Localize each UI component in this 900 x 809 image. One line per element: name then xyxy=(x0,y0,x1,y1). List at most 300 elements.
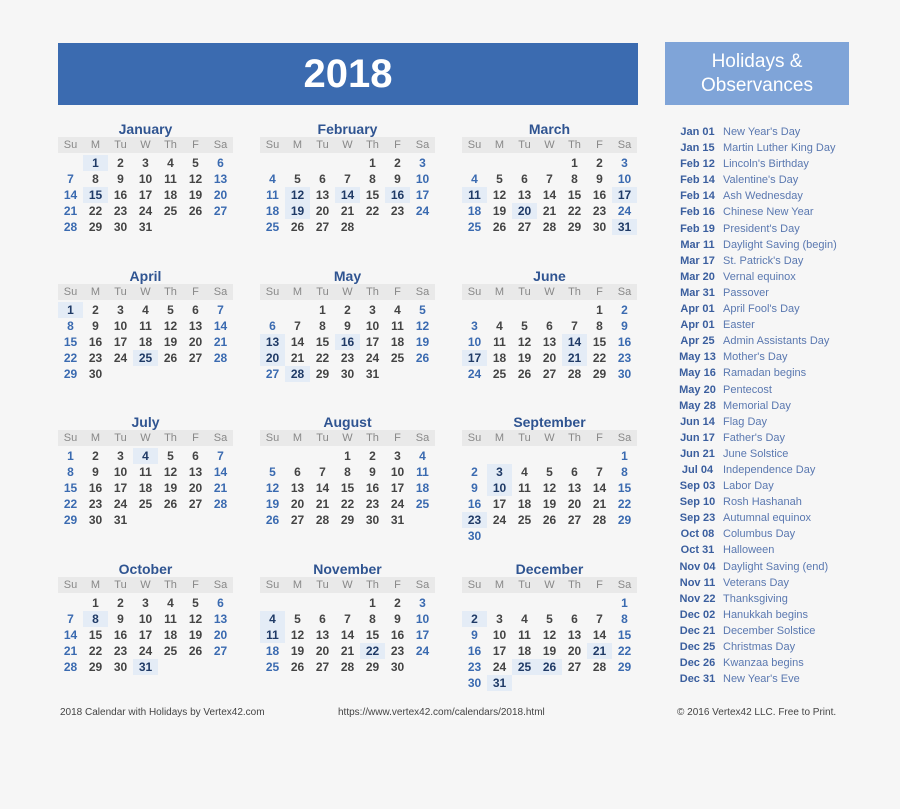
day[interactable]: 18 xyxy=(138,481,153,495)
footer-url[interactable]: https://www.vertex42.com/calendars/2018.html xyxy=(338,707,545,718)
day[interactable]: 18 xyxy=(265,644,280,658)
day[interactable]: 11 xyxy=(139,465,152,479)
day[interactable]: 20 xyxy=(188,481,203,495)
day[interactable]: 19 xyxy=(542,644,557,658)
day[interactable]: 1 xyxy=(596,303,603,317)
day[interactable]: 15 xyxy=(88,628,103,642)
day[interactable]: 8 xyxy=(596,319,603,333)
day[interactable]: 5 xyxy=(294,172,301,186)
day[interactable]: 9 xyxy=(471,481,478,495)
day[interactable]: 13 xyxy=(213,172,228,186)
day[interactable]: 30 xyxy=(88,367,103,381)
day[interactable]: 2 xyxy=(117,596,124,610)
day[interactable]: 28 xyxy=(567,367,582,381)
day[interactable]: 6 xyxy=(571,465,578,479)
day[interactable]: 30 xyxy=(88,513,103,527)
day[interactable]: 22 xyxy=(63,497,78,511)
day[interactable]: 24 xyxy=(138,204,153,218)
day[interactable]: 15 xyxy=(617,481,632,495)
day[interactable]: 18 xyxy=(163,188,178,202)
day[interactable]: 12 xyxy=(517,335,532,349)
day[interactable]: 13 xyxy=(188,319,203,333)
day[interactable]: 26 xyxy=(542,513,557,527)
day[interactable]: 11 xyxy=(493,335,506,349)
day[interactable]: 9 xyxy=(621,319,628,333)
day[interactable]: 27 xyxy=(315,660,330,674)
day[interactable]: 12 xyxy=(542,628,557,642)
holiday-day[interactable]: 4 xyxy=(260,611,285,627)
day[interactable]: 10 xyxy=(492,628,507,642)
day[interactable]: 22 xyxy=(315,351,330,365)
day[interactable]: 27 xyxy=(567,513,582,527)
day[interactable]: 22 xyxy=(592,351,607,365)
day[interactable]: 1 xyxy=(369,596,376,610)
day[interactable]: 11 xyxy=(266,188,279,202)
day[interactable]: 7 xyxy=(546,172,553,186)
day[interactable]: 2 xyxy=(117,156,124,170)
day[interactable]: 25 xyxy=(467,220,482,234)
day[interactable]: 3 xyxy=(621,156,628,170)
day[interactable]: 17 xyxy=(113,481,128,495)
day[interactable]: 20 xyxy=(213,188,228,202)
day[interactable]: 24 xyxy=(365,351,380,365)
day[interactable]: 31 xyxy=(113,513,128,527)
day[interactable]: 13 xyxy=(315,188,330,202)
day[interactable]: 2 xyxy=(471,465,478,479)
holiday-day[interactable]: 1 xyxy=(58,302,83,318)
day[interactable]: 9 xyxy=(596,172,603,186)
day[interactable]: 12 xyxy=(163,465,178,479)
day[interactable]: 9 xyxy=(471,628,478,642)
day[interactable]: 23 xyxy=(390,204,405,218)
day[interactable]: 17 xyxy=(138,188,153,202)
day[interactable]: 24 xyxy=(415,204,430,218)
day[interactable]: 7 xyxy=(571,319,578,333)
day[interactable]: 15 xyxy=(365,628,380,642)
day[interactable]: 27 xyxy=(542,367,557,381)
day[interactable]: 15 xyxy=(63,335,78,349)
day[interactable]: 6 xyxy=(319,172,326,186)
day[interactable]: 23 xyxy=(113,204,128,218)
day[interactable]: 14 xyxy=(340,628,355,642)
holiday-day[interactable]: 16 xyxy=(335,334,360,350)
day[interactable]: 30 xyxy=(617,367,632,381)
day[interactable]: 3 xyxy=(142,596,149,610)
day[interactable]: 27 xyxy=(265,367,280,381)
day[interactable]: 4 xyxy=(471,172,478,186)
day[interactable]: 28 xyxy=(63,220,78,234)
day[interactable]: 12 xyxy=(415,319,430,333)
day[interactable]: 8 xyxy=(67,319,74,333)
day[interactable]: 24 xyxy=(113,351,128,365)
day[interactable]: 3 xyxy=(419,596,426,610)
day[interactable]: 27 xyxy=(213,644,228,658)
day[interactable]: 5 xyxy=(269,465,276,479)
day[interactable]: 16 xyxy=(617,335,632,349)
day[interactable]: 7 xyxy=(67,172,74,186)
day[interactable]: 3 xyxy=(394,449,401,463)
day[interactable]: 1 xyxy=(67,449,74,463)
day[interactable]: 16 xyxy=(467,497,482,511)
day[interactable]: 9 xyxy=(394,612,401,626)
day[interactable]: 21 xyxy=(290,351,305,365)
day[interactable]: 25 xyxy=(163,644,178,658)
day[interactable]: 25 xyxy=(390,351,405,365)
day[interactable]: 28 xyxy=(542,220,557,234)
day[interactable]: 13 xyxy=(517,188,532,202)
day[interactable]: 25 xyxy=(517,513,532,527)
holiday-day[interactable]: 23 xyxy=(462,512,487,528)
day[interactable]: 19 xyxy=(542,497,557,511)
day[interactable]: 17 xyxy=(138,628,153,642)
day[interactable]: 22 xyxy=(617,644,632,658)
day[interactable]: 27 xyxy=(517,220,532,234)
day[interactable]: 8 xyxy=(369,172,376,186)
day[interactable]: 8 xyxy=(571,172,578,186)
day[interactable]: 7 xyxy=(344,172,351,186)
day[interactable]: 14 xyxy=(315,481,330,495)
day[interactable]: 25 xyxy=(265,220,280,234)
day[interactable]: 1 xyxy=(319,303,326,317)
day[interactable]: 25 xyxy=(492,367,507,381)
day[interactable]: 20 xyxy=(315,644,330,658)
day[interactable]: 8 xyxy=(369,612,376,626)
day[interactable]: 5 xyxy=(521,319,528,333)
day[interactable]: 31 xyxy=(138,220,153,234)
holiday-day[interactable]: 12 xyxy=(285,187,310,203)
day[interactable]: 3 xyxy=(471,319,478,333)
day[interactable]: 4 xyxy=(167,596,174,610)
day[interactable]: 28 xyxy=(63,660,78,674)
day[interactable]: 24 xyxy=(138,644,153,658)
day[interactable]: 19 xyxy=(163,335,178,349)
day[interactable]: 22 xyxy=(617,497,632,511)
day[interactable]: 20 xyxy=(315,204,330,218)
day[interactable]: 30 xyxy=(113,220,128,234)
day[interactable]: 27 xyxy=(290,513,305,527)
day[interactable]: 5 xyxy=(167,303,174,317)
day[interactable]: 19 xyxy=(188,628,203,642)
day[interactable]: 3 xyxy=(419,156,426,170)
day[interactable]: 8 xyxy=(344,465,351,479)
holiday-day[interactable]: 10 xyxy=(487,480,512,496)
day[interactable]: 7 xyxy=(596,465,603,479)
day[interactable]: 11 xyxy=(391,319,404,333)
holiday-day[interactable]: 11 xyxy=(260,627,285,643)
day[interactable]: 11 xyxy=(139,319,152,333)
day[interactable]: 16 xyxy=(592,188,607,202)
day[interactable]: 13 xyxy=(567,628,582,642)
day[interactable]: 15 xyxy=(567,188,582,202)
day[interactable]: 16 xyxy=(88,335,103,349)
day[interactable]: 3 xyxy=(496,612,503,626)
day[interactable]: 29 xyxy=(88,660,103,674)
day[interactable]: 6 xyxy=(192,449,199,463)
day[interactable]: 6 xyxy=(521,172,528,186)
day[interactable]: 10 xyxy=(113,465,128,479)
day[interactable]: 26 xyxy=(415,351,430,365)
day[interactable]: 13 xyxy=(315,628,330,642)
day[interactable]: 29 xyxy=(617,513,632,527)
day[interactable]: 11 xyxy=(416,465,429,479)
day[interactable]: 6 xyxy=(571,612,578,626)
day[interactable]: 29 xyxy=(340,513,355,527)
day[interactable]: 3 xyxy=(117,449,124,463)
day[interactable]: 2 xyxy=(394,156,401,170)
day[interactable]: 25 xyxy=(265,660,280,674)
day[interactable]: 1 xyxy=(621,596,628,610)
day[interactable]: 17 xyxy=(492,497,507,511)
day[interactable]: 14 xyxy=(63,188,78,202)
day[interactable]: 11 xyxy=(518,628,531,642)
holiday-day[interactable]: 19 xyxy=(285,203,310,219)
day[interactable]: 8 xyxy=(67,465,74,479)
day[interactable]: 30 xyxy=(467,676,482,690)
day[interactable]: 24 xyxy=(617,204,632,218)
day[interactable]: 19 xyxy=(163,481,178,495)
day[interactable]: 5 xyxy=(192,596,199,610)
day[interactable]: 23 xyxy=(592,204,607,218)
day[interactable]: 11 xyxy=(518,481,531,495)
day[interactable]: 14 xyxy=(542,188,557,202)
day[interactable]: 8 xyxy=(319,319,326,333)
day[interactable]: 8 xyxy=(621,465,628,479)
day[interactable]: 30 xyxy=(592,220,607,234)
day[interactable]: 12 xyxy=(492,188,507,202)
day[interactable]: 6 xyxy=(217,156,224,170)
day[interactable]: 28 xyxy=(213,497,228,511)
day[interactable]: 20 xyxy=(188,335,203,349)
day[interactable]: 14 xyxy=(213,465,228,479)
day[interactable]: 4 xyxy=(419,449,426,463)
day[interactable]: 25 xyxy=(415,497,430,511)
day[interactable]: 30 xyxy=(467,529,482,543)
day[interactable]: 30 xyxy=(390,660,405,674)
day[interactable]: 12 xyxy=(188,612,203,626)
day[interactable]: 7 xyxy=(294,319,301,333)
day[interactable]: 21 xyxy=(63,204,78,218)
day[interactable]: 29 xyxy=(63,513,78,527)
day[interactable]: 12 xyxy=(290,628,305,642)
day[interactable]: 8 xyxy=(621,612,628,626)
day[interactable]: 10 xyxy=(365,319,380,333)
day[interactable]: 16 xyxy=(113,628,128,642)
day[interactable]: 9 xyxy=(117,172,124,186)
day[interactable]: 30 xyxy=(340,367,355,381)
day[interactable]: 14 xyxy=(63,628,78,642)
day[interactable]: 5 xyxy=(167,449,174,463)
day[interactable]: 28 xyxy=(592,513,607,527)
day[interactable]: 23 xyxy=(88,497,103,511)
day[interactable]: 9 xyxy=(117,612,124,626)
holiday-day[interactable]: 13 xyxy=(260,334,285,350)
day[interactable]: 12 xyxy=(163,319,178,333)
day[interactable]: 22 xyxy=(340,497,355,511)
day[interactable]: 8 xyxy=(92,172,99,186)
day[interactable]: 10 xyxy=(138,172,153,186)
day[interactable]: 26 xyxy=(265,513,280,527)
day[interactable]: 24 xyxy=(390,497,405,511)
day[interactable]: 19 xyxy=(290,644,305,658)
day[interactable]: 14 xyxy=(592,628,607,642)
day[interactable]: 3 xyxy=(142,156,149,170)
day[interactable]: 22 xyxy=(63,351,78,365)
day[interactable]: 9 xyxy=(344,319,351,333)
day[interactable]: 19 xyxy=(492,204,507,218)
day[interactable]: 21 xyxy=(213,481,228,495)
holiday-day[interactable]: 17 xyxy=(612,187,637,203)
day[interactable]: 18 xyxy=(517,644,532,658)
day[interactable]: 15 xyxy=(315,335,330,349)
day[interactable]: 1 xyxy=(369,156,376,170)
day[interactable]: 28 xyxy=(315,513,330,527)
day[interactable]: 4 xyxy=(142,303,149,317)
day[interactable]: 23 xyxy=(617,351,632,365)
day[interactable]: 24 xyxy=(467,367,482,381)
day[interactable]: 6 xyxy=(319,612,326,626)
day[interactable]: 27 xyxy=(213,204,228,218)
day[interactable]: 10 xyxy=(467,335,482,349)
day[interactable]: 7 xyxy=(596,612,603,626)
day[interactable]: 13 xyxy=(188,465,203,479)
day[interactable]: 6 xyxy=(192,303,199,317)
day[interactable]: 17 xyxy=(415,188,430,202)
day[interactable]: 21 xyxy=(340,204,355,218)
day[interactable]: 4 xyxy=(394,303,401,317)
day[interactable]: 31 xyxy=(365,367,380,381)
day[interactable]: 20 xyxy=(542,351,557,365)
day[interactable]: 7 xyxy=(217,303,224,317)
day[interactable]: 12 xyxy=(542,481,557,495)
day[interactable]: 18 xyxy=(492,351,507,365)
day[interactable]: 18 xyxy=(163,628,178,642)
day[interactable]: 29 xyxy=(88,220,103,234)
day[interactable]: 15 xyxy=(365,188,380,202)
day[interactable]: 10 xyxy=(113,319,128,333)
day[interactable]: 11 xyxy=(164,612,177,626)
holiday-day[interactable]: 31 xyxy=(133,659,158,675)
day[interactable]: 29 xyxy=(567,220,582,234)
day[interactable]: 2 xyxy=(344,303,351,317)
holiday-day[interactable]: 20 xyxy=(512,203,537,219)
day[interactable]: 2 xyxy=(92,303,99,317)
day[interactable]: 10 xyxy=(415,172,430,186)
day[interactable]: 16 xyxy=(113,188,128,202)
day[interactable]: 2 xyxy=(596,156,603,170)
day[interactable]: 7 xyxy=(319,465,326,479)
day[interactable]: 23 xyxy=(390,644,405,658)
day[interactable]: 16 xyxy=(390,628,405,642)
day[interactable]: 2 xyxy=(394,596,401,610)
day[interactable]: 26 xyxy=(290,220,305,234)
day[interactable]: 22 xyxy=(88,644,103,658)
day[interactable]: 5 xyxy=(192,156,199,170)
day[interactable]: 18 xyxy=(265,204,280,218)
day[interactable]: 26 xyxy=(290,660,305,674)
day[interactable]: 19 xyxy=(265,497,280,511)
day[interactable]: 17 xyxy=(113,335,128,349)
day[interactable]: 6 xyxy=(546,319,553,333)
day[interactable]: 17 xyxy=(415,628,430,642)
day[interactable]: 18 xyxy=(390,335,405,349)
day[interactable]: 14 xyxy=(290,335,305,349)
day[interactable]: 28 xyxy=(592,660,607,674)
day[interactable]: 4 xyxy=(521,465,528,479)
holiday-day[interactable]: 20 xyxy=(260,350,285,366)
day[interactable]: 27 xyxy=(315,220,330,234)
holiday-day[interactable]: 15 xyxy=(83,187,108,203)
holiday-day[interactable]: 31 xyxy=(487,675,512,691)
day[interactable]: 9 xyxy=(92,465,99,479)
day[interactable]: 2 xyxy=(369,449,376,463)
day[interactable]: 16 xyxy=(467,644,482,658)
day[interactable]: 1 xyxy=(621,449,628,463)
day[interactable]: 7 xyxy=(217,449,224,463)
day[interactable]: 18 xyxy=(415,481,430,495)
day[interactable]: 10 xyxy=(390,465,405,479)
holiday-day[interactable]: 21 xyxy=(587,643,612,659)
day[interactable]: 5 xyxy=(546,465,553,479)
day[interactable]: 9 xyxy=(92,319,99,333)
day[interactable]: 31 xyxy=(390,513,405,527)
day[interactable]: 13 xyxy=(290,481,305,495)
day[interactable]: 19 xyxy=(188,188,203,202)
day[interactable]: 21 xyxy=(542,204,557,218)
day[interactable]: 28 xyxy=(340,220,355,234)
day[interactable]: 18 xyxy=(467,204,482,218)
day[interactable]: 6 xyxy=(217,596,224,610)
day[interactable]: 20 xyxy=(567,497,582,511)
day[interactable]: 10 xyxy=(138,612,153,626)
day[interactable]: 19 xyxy=(415,335,430,349)
day[interactable]: 21 xyxy=(340,644,355,658)
day[interactable]: 23 xyxy=(365,497,380,511)
holiday-day[interactable]: 25 xyxy=(133,350,158,366)
day[interactable]: 13 xyxy=(567,481,582,495)
day[interactable]: 29 xyxy=(315,367,330,381)
day[interactable]: 5 xyxy=(496,172,503,186)
day[interactable]: 20 xyxy=(290,497,305,511)
day[interactable]: 21 xyxy=(592,497,607,511)
day[interactable]: 28 xyxy=(213,351,228,365)
day[interactable]: 22 xyxy=(88,204,103,218)
day[interactable]: 14 xyxy=(213,319,228,333)
day[interactable]: 27 xyxy=(567,660,582,674)
day[interactable]: 26 xyxy=(188,204,203,218)
day[interactable]: 26 xyxy=(517,367,532,381)
holiday-day[interactable]: 21 xyxy=(562,350,587,366)
day[interactable]: 20 xyxy=(567,644,582,658)
day[interactable]: 4 xyxy=(269,172,276,186)
day[interactable]: 6 xyxy=(294,465,301,479)
day[interactable]: 26 xyxy=(492,220,507,234)
day[interactable]: 24 xyxy=(113,497,128,511)
day[interactable]: 4 xyxy=(167,156,174,170)
day[interactable]: 5 xyxy=(546,612,553,626)
day[interactable]: 6 xyxy=(269,319,276,333)
day[interactable]: 18 xyxy=(517,497,532,511)
day[interactable]: 1 xyxy=(92,596,99,610)
day[interactable]: 21 xyxy=(63,644,78,658)
day[interactable]: 16 xyxy=(88,481,103,495)
day[interactable]: 21 xyxy=(213,335,228,349)
day[interactable]: 16 xyxy=(365,481,380,495)
holiday-day[interactable]: 25 xyxy=(512,659,537,675)
day[interactable]: 1 xyxy=(344,449,351,463)
holiday-day[interactable]: 1 xyxy=(83,155,108,171)
holiday-day[interactable]: 31 xyxy=(612,219,637,235)
day[interactable]: 9 xyxy=(394,172,401,186)
